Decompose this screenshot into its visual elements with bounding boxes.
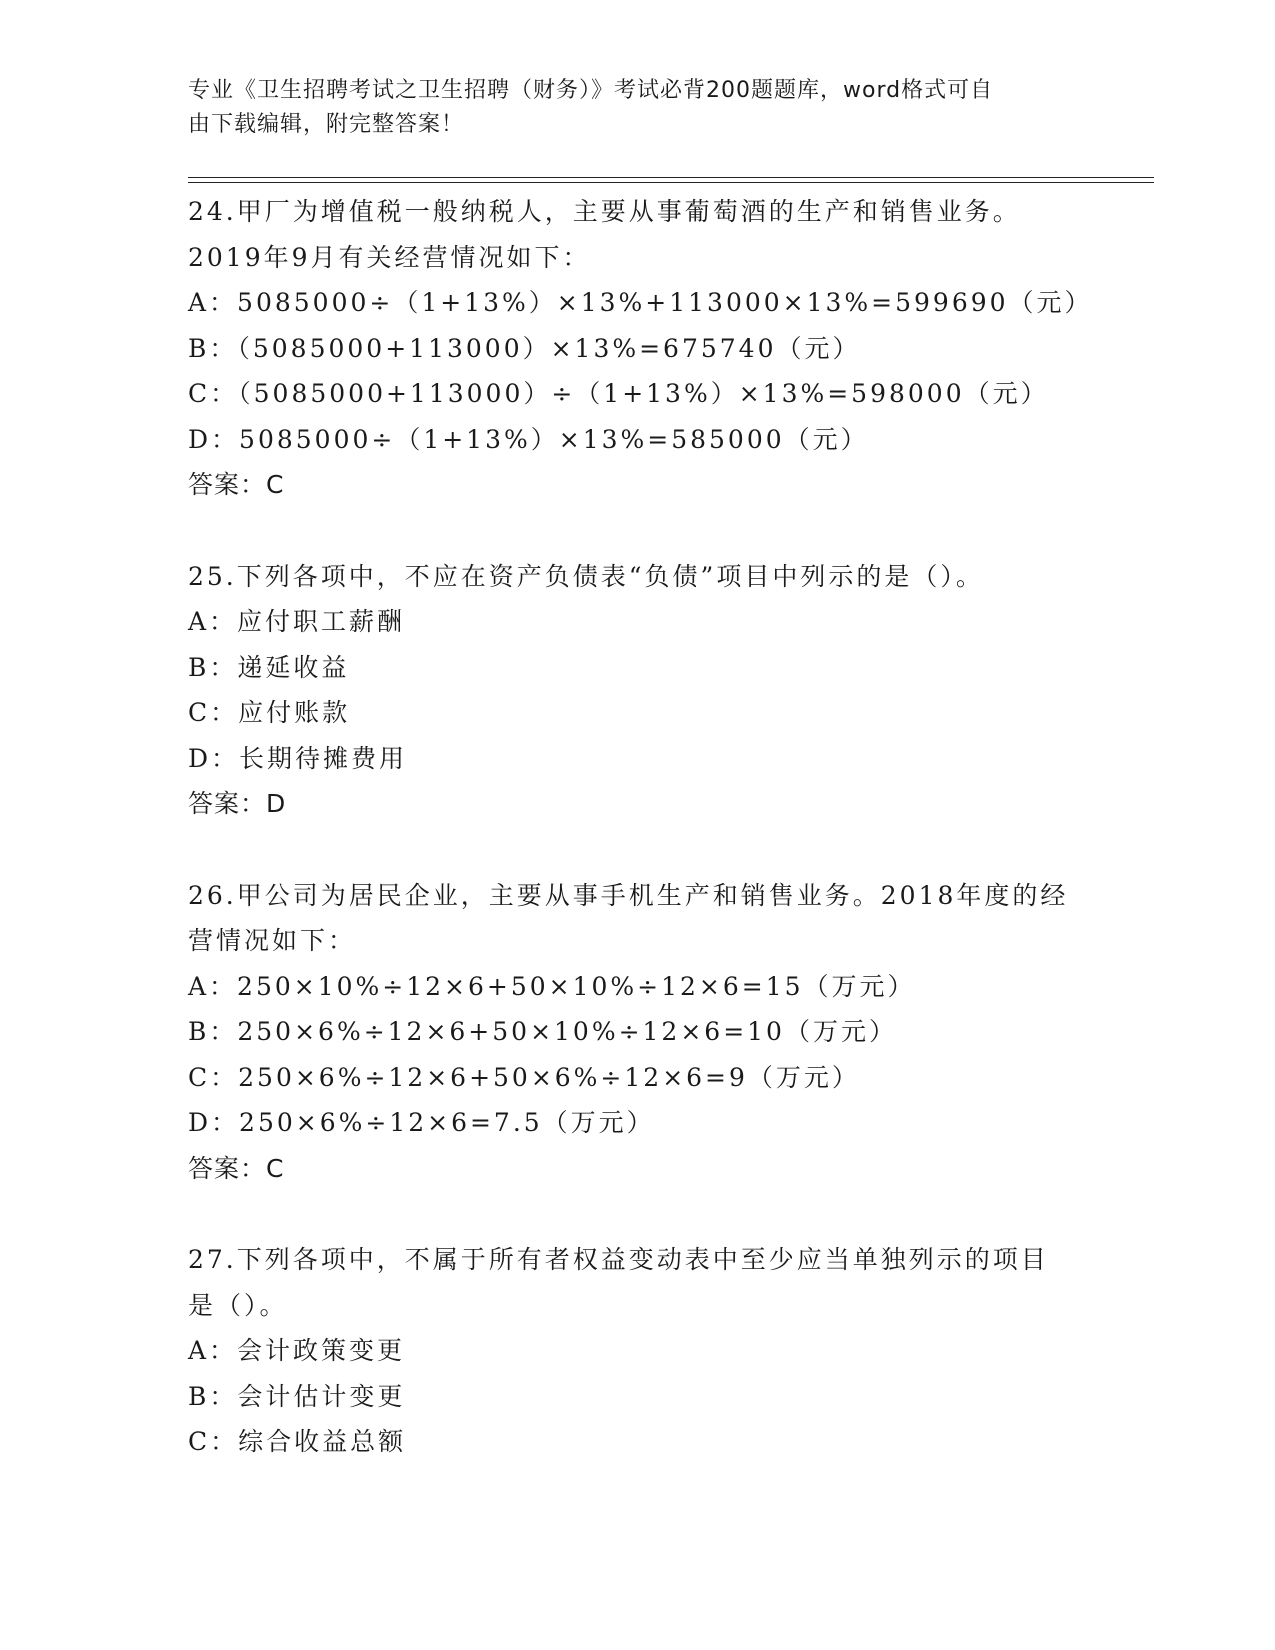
answer: 答案：C <box>188 1153 285 1183</box>
question-stem: 营情况如下： <box>188 926 357 955</box>
option-c: C：综合收益总额 <box>188 1427 407 1456</box>
answer: 答案：C <box>188 470 285 499</box>
spacer <box>188 508 1148 554</box>
option-d: D：250×6%÷12×6=7.5（万元） <box>188 1108 655 1137</box>
option-b: B：会计估计变更 <box>188 1381 406 1411</box>
header-line-1: 专业《卫生招聘考试之卫生招聘（财务）》考试必背200题题库，word格式可自 <box>188 78 994 103</box>
question-25 <box>188 554 1148 827</box>
option-d: D：5085000÷（1+13%）×13%=585000（元） <box>188 424 869 454</box>
question-stem: 27.下列各项中，不属于所有者权益变动表中至少应当单独列示的项目 <box>188 1245 1049 1274</box>
option-a: A：会计政策变更 <box>188 1336 406 1365</box>
option-c: C：应付账款 <box>188 698 351 727</box>
question-27 <box>188 1237 1148 1465</box>
document-header <box>188 74 1088 142</box>
question-list <box>188 189 1148 1465</box>
question-stem: 25.下列各项中，不应在资产负债表“负债”项目中列示的是（）。 <box>188 561 984 591</box>
question-stem: 2019年9月有关经营情况如下： <box>188 242 591 272</box>
option-a: A：5085000÷（1+13%）×13%+113000×13%=599690（元） <box>188 288 1093 317</box>
option-c: C：（5085000+113000）÷（1+13%）×13%=598000（元） <box>188 379 1049 408</box>
question-26 <box>188 873 1148 1192</box>
option-b: B：250×6%÷12×6+50×10%÷12×6=10（万元） <box>188 1017 897 1046</box>
header-divider-top <box>188 177 1154 178</box>
spacer <box>188 1191 1148 1237</box>
question-stem: 26.甲公司为居民企业，主要从事手机生产和销售业务。2018年度的经 <box>188 880 1069 910</box>
option-a: A：250×10%÷12×6+50×10%÷12×6=15（万元） <box>188 971 916 1001</box>
option-c: C：250×6%÷12×6+50×6%÷12×6=9（万元） <box>188 1062 860 1092</box>
header-divider-bottom <box>188 182 1154 183</box>
answer: 答案：D <box>188 789 287 818</box>
header-line-2: 由下载编辑，附完整答案！ <box>188 112 465 137</box>
question-24 <box>188 189 1148 508</box>
option-b: B：递延收益 <box>188 652 350 682</box>
option-a: A：应付职工薪酬 <box>188 607 406 636</box>
option-b: B：（5085000+113000）×13%=675740（元） <box>188 333 861 363</box>
spacer <box>188 827 1148 873</box>
question-stem: 24.甲厂为增值税一般纳税人，主要从事葡萄酒的生产和销售业务。 <box>188 197 1021 226</box>
option-d: D：长期待摊费用 <box>188 743 408 773</box>
question-stem: 是（）。 <box>188 1290 288 1320</box>
